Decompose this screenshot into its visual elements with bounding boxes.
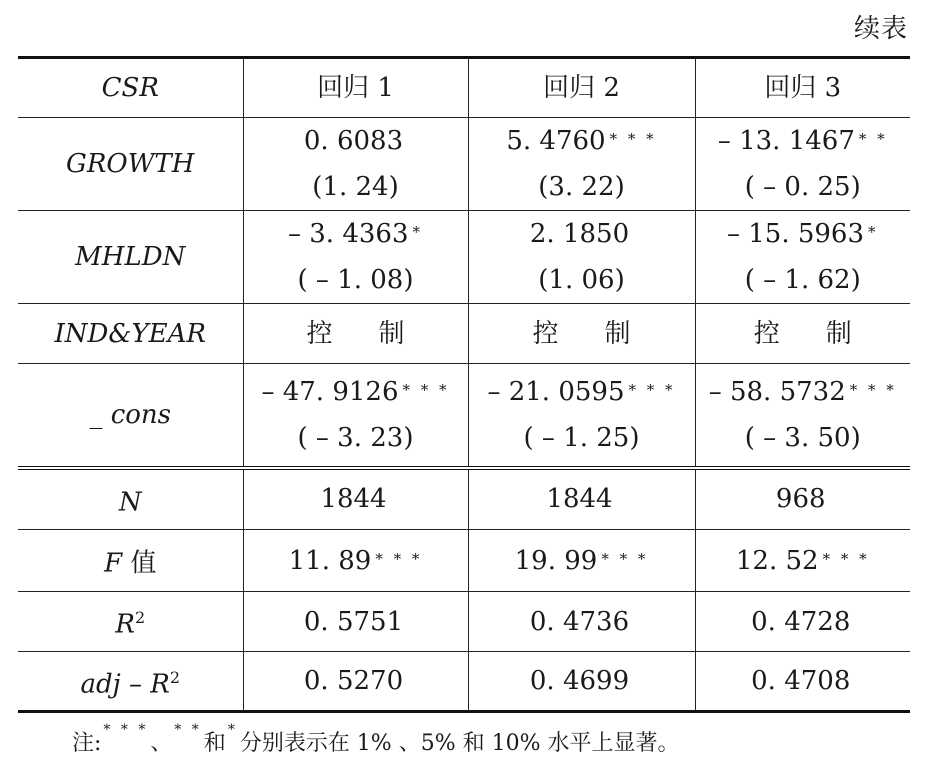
stat-label: $R^2$ xyxy=(18,592,243,652)
table-row xyxy=(18,304,910,364)
coef: 2. 1850 xyxy=(529,219,630,249)
coef: – 3. 4363 xyxy=(287,219,409,249)
cell: 0. 4728 xyxy=(695,592,910,652)
stat-label: F 值 xyxy=(18,530,243,592)
cell xyxy=(695,304,910,364)
stars: * * * xyxy=(628,380,676,399)
cell xyxy=(468,364,695,468)
t-stat: ( – 3. 23) xyxy=(297,422,414,453)
header-regression-2: 回归 2 xyxy=(468,58,695,118)
cell: 0. 4699 xyxy=(468,652,695,712)
t-stat: ( – 1. 08) xyxy=(297,265,414,295)
control-text: 控制 xyxy=(532,318,677,349)
coef: 0. 6083 xyxy=(303,126,404,156)
t-stat: ( – 1. 25) xyxy=(523,422,640,453)
cell xyxy=(243,364,468,468)
coef: – 21. 0595 xyxy=(487,376,625,407)
coef: – 15. 5963 xyxy=(726,219,865,249)
stars: * * * xyxy=(402,380,450,399)
stars: * xyxy=(412,223,423,241)
t-stat: (1. 06) xyxy=(538,265,625,295)
cell: 0. 4736 xyxy=(468,592,695,652)
cell xyxy=(695,118,910,211)
cell xyxy=(468,118,695,211)
cell xyxy=(243,211,468,304)
row-label-cons: _ cons xyxy=(18,364,243,468)
stat-row xyxy=(18,592,910,652)
coef: – 58. 5732 xyxy=(708,376,846,407)
t-stat: (3. 22) xyxy=(538,172,625,202)
stars: * * * xyxy=(849,380,897,399)
t-stat: ( – 1. 62) xyxy=(744,265,861,295)
cell: 0. 5751 xyxy=(243,592,468,652)
stat-row xyxy=(18,652,910,712)
cell: 0. 5270 xyxy=(243,652,468,712)
cell xyxy=(695,211,910,304)
control-text: 控制 xyxy=(306,318,451,349)
t-stat: ( – 0. 25) xyxy=(744,172,861,202)
table-row xyxy=(18,118,910,211)
cell: 1844 xyxy=(243,468,468,530)
t-stat: (1. 24) xyxy=(312,172,399,202)
stars: * xyxy=(868,223,879,241)
cell: 1844 xyxy=(468,468,695,530)
cell: 968 xyxy=(695,468,910,530)
header-regression-3: 回归 3 xyxy=(695,58,910,118)
cell: 19. 99 * * * xyxy=(468,530,695,592)
coef: – 13. 1467 xyxy=(717,126,855,156)
cell xyxy=(695,364,910,468)
row-label-growth: GROWTH xyxy=(18,118,243,211)
cell xyxy=(468,211,695,304)
cell: 11. 89 * * * xyxy=(243,530,468,592)
stat-row xyxy=(18,530,910,592)
coef: 5. 4760 xyxy=(506,126,606,156)
control-text: 控制 xyxy=(753,318,898,349)
header-row xyxy=(18,58,910,118)
cell xyxy=(468,304,695,364)
table-row xyxy=(18,211,910,304)
header-regression-1: 回归 1 xyxy=(243,58,468,118)
cell xyxy=(243,304,468,364)
stat-label: N xyxy=(18,468,243,530)
stars: * * * xyxy=(609,130,657,148)
coef: – 47. 9126 xyxy=(261,376,399,407)
row-label-ind-year: IND&YEAR xyxy=(18,304,243,364)
stat-label: adj – $R^2$ xyxy=(18,652,243,712)
cell xyxy=(243,118,468,211)
table-row xyxy=(18,364,910,468)
row-label-mhldn: MHLDN xyxy=(18,211,243,304)
stars: * * xyxy=(858,130,888,148)
table-continued-caption: 续表 xyxy=(853,14,908,44)
header-csr: CSR xyxy=(18,58,243,118)
stat-row xyxy=(18,468,910,530)
cell: 12. 52 * * * xyxy=(695,530,910,592)
regression-table xyxy=(18,56,910,713)
t-stat: ( – 3. 50) xyxy=(744,422,861,453)
cell: 0. 4708 xyxy=(695,652,910,712)
table-note: 注:* * *、* *和*分别表示在 1% 、5% 和 10% 水平上显著。 xyxy=(72,722,680,756)
